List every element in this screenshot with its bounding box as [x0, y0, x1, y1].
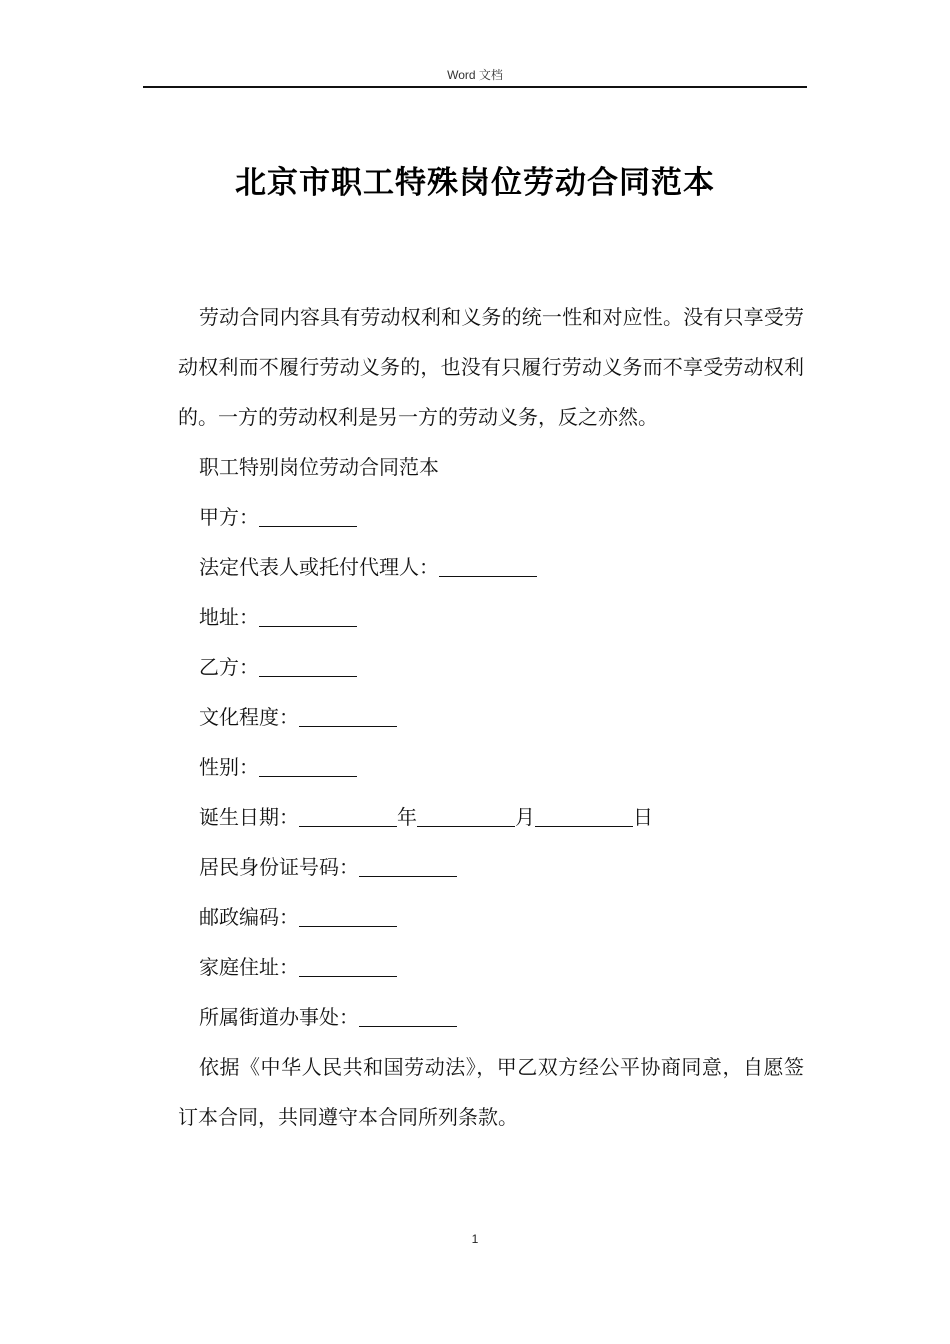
- field-label: 诞生日期：: [199, 805, 299, 829]
- intro-paragraph: 劳动合同内容具有劳动权利和义务的统一性和对应性。没有只享受劳动权利而不履行劳动义务的，也没有只履行劳动义务而不享受劳动权利的。一方的劳动权利是另一方的劳动义务，反之亦然。: [178, 305, 804, 429]
- fill-in-blank: [299, 706, 397, 727]
- field-party-b: [178, 642, 804, 692]
- fill-in-blank: [259, 506, 357, 527]
- field-id-number: [178, 842, 804, 892]
- field-label: 地址：: [199, 605, 259, 629]
- field-street-office: [178, 992, 804, 1042]
- field-label: 乙方：: [199, 655, 259, 679]
- fill-in-blank: [259, 756, 357, 777]
- field-gender: [178, 742, 804, 792]
- day-label: 日: [633, 805, 653, 829]
- fill-in-blank: [259, 656, 357, 677]
- fill-in-blank: [417, 806, 515, 827]
- field-representative: [178, 542, 804, 592]
- field-label: 所属街道办事处：: [199, 1005, 359, 1029]
- fill-in-blank: [439, 556, 537, 577]
- field-home-address: [178, 942, 804, 992]
- document-title: 北京市职工特殊岗位劳动合同范本: [235, 165, 715, 201]
- field-label: 居民身份证号码：: [199, 855, 359, 879]
- field-label: 文化程度：: [199, 705, 299, 729]
- field-postal-code: [178, 892, 804, 942]
- field-education: [178, 692, 804, 742]
- fill-in-blank: [259, 606, 357, 627]
- field-label: 家庭住址：: [199, 955, 299, 979]
- contract-subtitle: 职工特别岗位劳动合同范本: [199, 455, 439, 479]
- field-label: 邮政编码：: [199, 905, 299, 929]
- field-address: [178, 592, 804, 642]
- closing-paragraph: 依据《中华人民共和国劳动法》，甲乙双方经公平协商同意，自愿签订本合同，共同遵守本合同所列条款。: [178, 1055, 804, 1129]
- fill-in-blank: [299, 806, 397, 827]
- field-birth-date: [178, 792, 804, 842]
- page-header: Word 文档: [447, 68, 503, 82]
- fill-in-blank: [299, 906, 397, 927]
- month-label: 月: [515, 805, 535, 829]
- field-label: 性别：: [199, 755, 259, 779]
- field-label: 法定代表人或托付代理人：: [199, 555, 439, 579]
- page-number: 1: [471, 1232, 479, 1246]
- fill-in-blank: [535, 806, 633, 827]
- fill-in-blank: [359, 856, 457, 877]
- fill-in-blank: [299, 956, 397, 977]
- field-party-a: [178, 492, 804, 542]
- year-label: 年: [397, 805, 417, 829]
- document-body: [178, 292, 804, 1142]
- fill-in-blank: [359, 1006, 457, 1027]
- field-label: 甲方：: [199, 505, 259, 529]
- header-rule: [143, 86, 807, 88]
